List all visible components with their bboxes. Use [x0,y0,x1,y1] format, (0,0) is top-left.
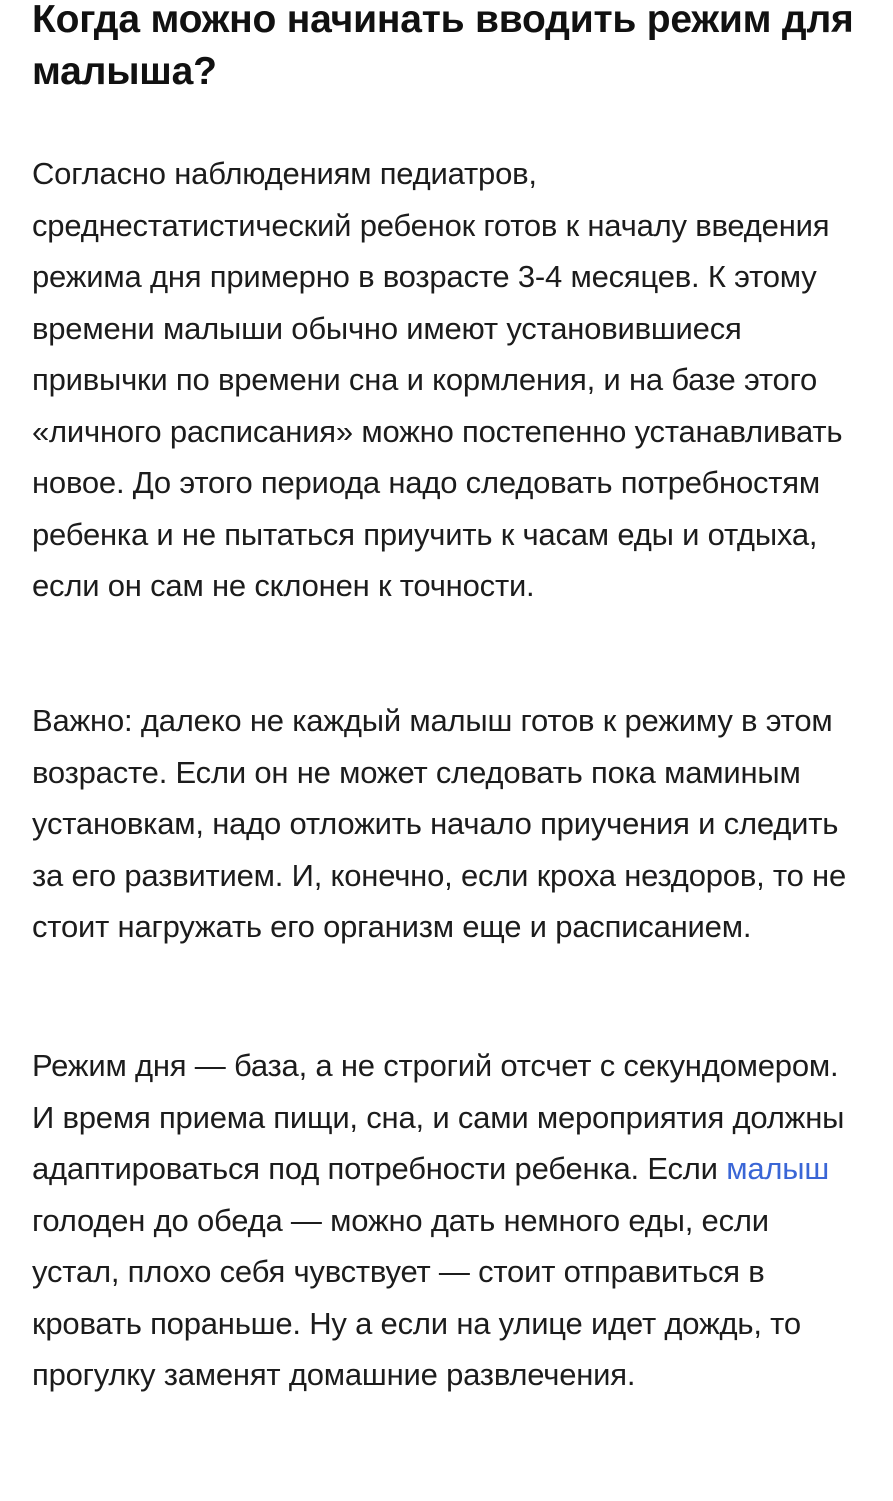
paragraph-text-before-link: Режим дня — база, а не строгий отсчет с секундомером. И время приема пищи, сна, и сами мероприятия должны адаптироваться под потребности ребенка. Если [32,1048,845,1186]
paragraph-age: Согласно наблюдениям педиатров, среднестатистический ребенок готов к началу введения режима дня примерно в возрасте 3-4 месяцев. К этому времени малыши обычно имеют установившиеся привычки по времени сна и кормления, и на базе этого «личного расписания» можно постепенно устанавливать новое. До этого периода надо следовать потребностям ребенка и не пытаться приучить к часам еды и отдыха, если он сам не склонен к точности. [32,156,843,603]
paragraph-important: Важно: далеко не каждый малыш готов к режиму в этом возрасте. Если он не может следовать пока маминым установкам, надо отложить начало приучения и следить за его развитием. И, конечно, если кроха нездоров, то не стоит нагружать его организм еще и расписанием. [32,703,846,944]
article-title: Когда можно начинать вводить режим для малыша? [32,0,854,93]
paragraph-text-after-link: голоден до обеда — можно дать немного еды, если устал, плохо себя чувствует — стоит отправиться в кровать пораньше. Ну а если на улице идет дождь, то прогулку заменят домашние развлечения. [32,1202,801,1392]
baby-link[interactable]: малыш [726,1151,830,1186]
article [32,0,862,1392]
paragraph-flexibility [32,1040,862,1401]
